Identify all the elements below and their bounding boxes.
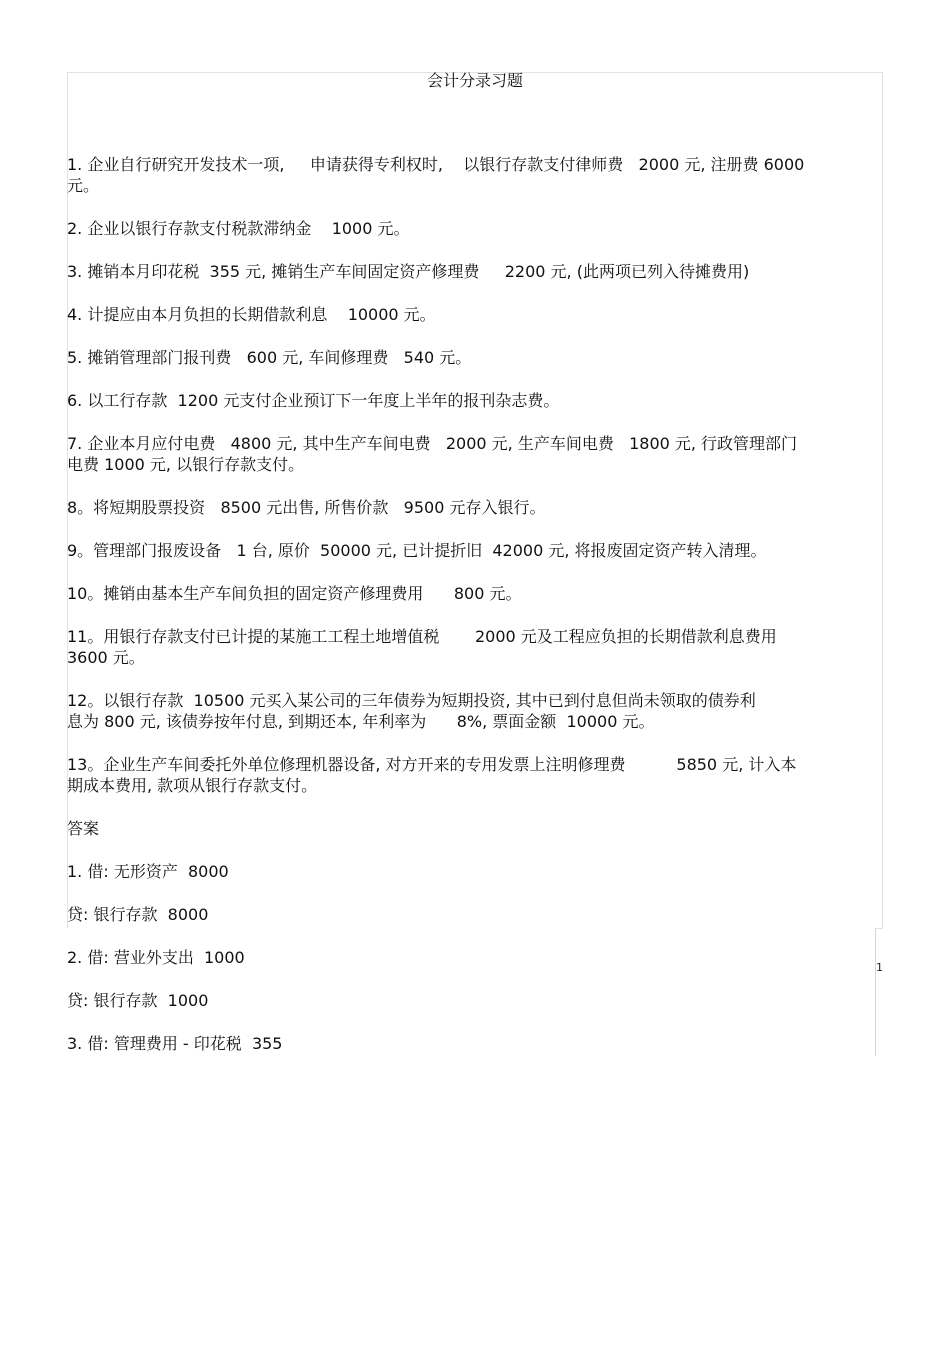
question-10: 10。摊销由基本生产车间负担的固定资产修理费用 800 元。 xyxy=(67,584,522,603)
question-11: 11。用银行存款支付已计提的某施工工程土地增值税 2000 元及工程应负担的长期借款利息费用 3600 元。 xyxy=(67,627,777,667)
question-13: 13。企业生产车间委托外单位修理机器设备, 对方开来的专用发票上注明修理费 5850 元, 计入本 期成本费用, 款项从银行存款支付。 xyxy=(67,755,797,795)
answer-1-debit: 1. 借: 无形资产 8000 xyxy=(67,862,229,881)
page-number: 1 xyxy=(876,961,883,974)
question-6: 6. 以工行存款 1200 元支付企业预订下一年度上半年的报刊杂志费。 xyxy=(67,391,560,410)
document-body xyxy=(67,154,887,1076)
question-12: 12。以银行存款 10500 元买入某公司的三年债券为短期投资, 其中已到付息但尚未领取的债券利 息为 800 元, 该债券按年付息, 到期还本, 年利率为 8%, 票面金额 10000 元。 xyxy=(67,691,756,731)
question-8: 8。将短期股票投资 8500 元出售, 所售价款 9500 元存入银行。 xyxy=(67,498,546,517)
question-1: 1. 企业自行研究开发技术一项, 申请获得专利权时, 以银行存款支付律师费 2000 元, 注册费 6000 元。 xyxy=(67,155,805,195)
question-5: 5. 摊销管理部门报刊费 600 元, 车间修理费 540 元。 xyxy=(67,348,472,367)
answer-1-credit: 贷: 银行存款 8000 xyxy=(67,905,209,924)
question-9: 9。管理部门报废设备 1 台, 原价 50000 元, 已计提折旧 42000 元, 将报废固定资产转入清理。 xyxy=(67,541,767,560)
question-3: 3. 摊销本月印花税 355 元, 摊销生产车间固定资产修理费 2200 元, (此两项已列入待摊费用) xyxy=(67,262,750,281)
answers-heading: 答案 xyxy=(67,819,100,838)
question-7: 7. 企业本月应付电费 4800 元, 其中生产车间电费 2000 元, 生产车间电费 1800 元, 行政管理部门 电费 1000 元, 以银行存款支付。 xyxy=(67,434,798,474)
question-2: 2. 企业以银行存款支付税款滞纳金 1000 元。 xyxy=(67,219,410,238)
question-4: 4. 计提应由本月负担的长期借款利息 10000 元。 xyxy=(67,305,436,324)
document-title: 会计分录习题 xyxy=(426,71,523,90)
answer-2-credit: 贷: 银行存款 1000 xyxy=(67,991,209,1010)
answer-3-debit: 3. 借: 管理费用 - 印花税 355 xyxy=(67,1034,283,1053)
answer-2-debit: 2. 借: 营业外支出 1000 xyxy=(67,948,245,967)
